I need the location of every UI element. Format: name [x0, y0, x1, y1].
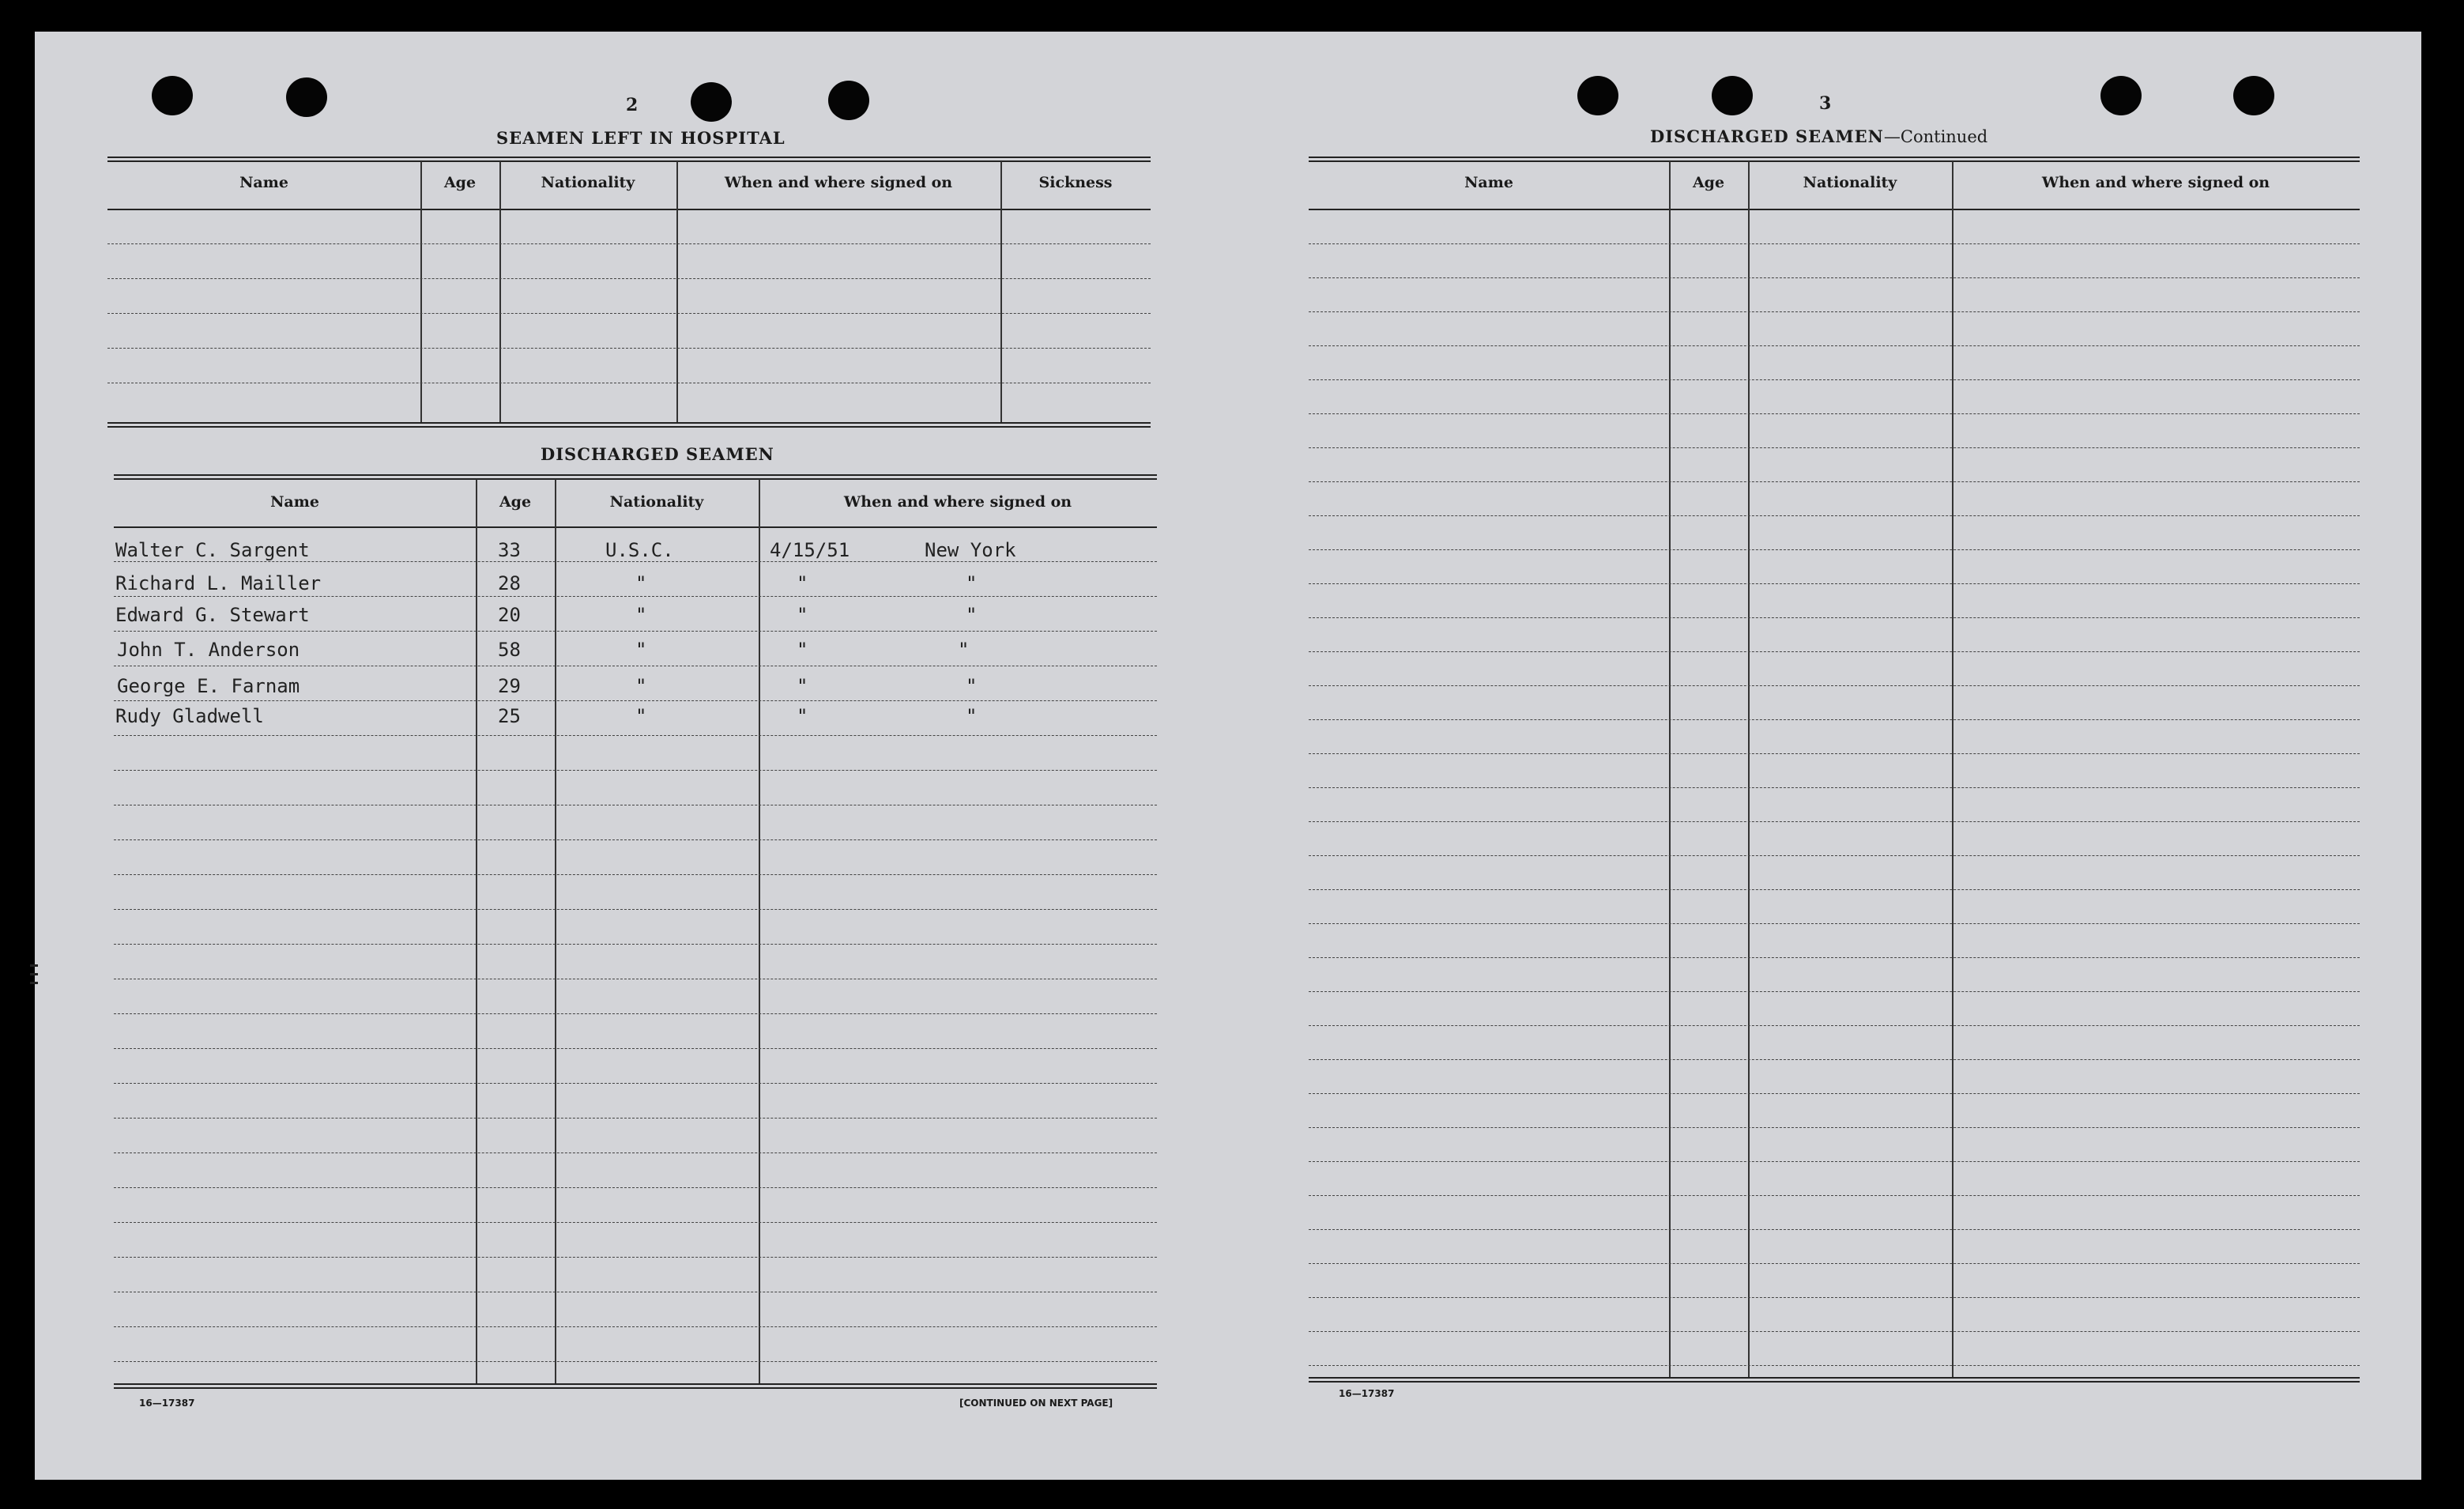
seaman-name: John T. Anderson	[117, 639, 300, 661]
discharged-table	[114, 474, 1157, 1423]
hospital-table	[107, 157, 1151, 455]
discharged-continued-title-main: DISCHARGED SEAMEN	[1650, 126, 1884, 146]
signed-on-place: "	[966, 572, 978, 594]
column-header-age: Age	[1692, 174, 1725, 191]
discharged-section-title: DISCHARGED SEAMEN	[541, 444, 774, 464]
seaman-nationality: U.S.C.	[605, 539, 674, 561]
punch-hole	[828, 81, 869, 120]
discharged-continued-table	[1309, 157, 2360, 1421]
page-number-right: 3	[1819, 93, 1832, 114]
column-header-sickness: Sickness	[1038, 174, 1113, 191]
punch-hole	[286, 77, 327, 117]
signed-on-place: New York	[925, 539, 1016, 561]
column-header-nationality: Nationality	[541, 174, 635, 191]
seaman-name: George E. Farnam	[117, 675, 300, 697]
seaman-age: 33	[498, 539, 521, 561]
seaman-age: 20	[498, 604, 521, 626]
seaman-age: 58	[498, 639, 521, 661]
column-header-signed-on: When and where signed on	[843, 493, 1072, 511]
form-code-right: 16—17387	[1339, 1388, 1395, 1399]
signed-on-date: "	[797, 705, 808, 727]
continued-note: [CONTINUED ON NEXT PAGE]	[959, 1398, 1113, 1409]
column-header-age: Age	[443, 174, 477, 191]
page-number-left: 2	[626, 95, 639, 115]
seaman-name: Rudy Gladwell	[115, 705, 264, 727]
seaman-age: 29	[498, 675, 521, 697]
punch-hole	[2100, 76, 2142, 115]
column-header-signed-on: When and where signed on	[2041, 174, 2270, 191]
column-header-age: Age	[499, 493, 532, 511]
discharged-continued-title	[1650, 126, 1987, 146]
punch-hole	[1712, 76, 1753, 115]
punch-hole	[152, 76, 193, 115]
signed-on-date: "	[797, 639, 808, 661]
seaman-nationality: "	[635, 572, 647, 594]
column-header-signed-on: When and where signed on	[724, 174, 953, 191]
signed-on-place: "	[958, 639, 970, 661]
edge-tick-marks	[30, 964, 38, 990]
signed-on-date: "	[797, 604, 808, 626]
punch-hole	[1577, 76, 1618, 115]
seaman-name: Edward G. Stewart	[115, 604, 310, 626]
seaman-nationality: "	[635, 604, 647, 626]
seaman-nationality: "	[635, 705, 647, 727]
seaman-age: 28	[498, 572, 521, 594]
seaman-nationality: "	[635, 639, 647, 661]
ledger-paper	[35, 32, 2421, 1480]
signed-on-date: "	[797, 675, 808, 697]
seaman-name: Walter C. Sargent	[115, 539, 310, 561]
signed-on-place: "	[966, 705, 978, 727]
signed-on-place: "	[966, 604, 978, 626]
seaman-age: 25	[498, 705, 521, 727]
hospital-section-title: SEAMEN LEFT IN HOSPITAL	[496, 128, 786, 148]
signed-on-date: 4/15/51	[770, 539, 850, 561]
column-header-nationality: Nationality	[1803, 174, 1897, 191]
discharged-continued-title-suffix: —Continued	[1883, 127, 1988, 146]
punch-hole	[2233, 76, 2274, 115]
form-code-left: 16—17387	[139, 1398, 195, 1409]
punch-hole	[691, 82, 732, 122]
seaman-nationality: "	[635, 675, 647, 697]
column-header-nationality: Nationality	[609, 493, 704, 511]
column-header-name: Name	[239, 174, 288, 191]
column-header-name: Name	[1464, 174, 1513, 191]
seaman-name: Richard L. Mailler	[115, 572, 322, 594]
signed-on-date: "	[797, 572, 808, 594]
signed-on-place: "	[966, 675, 978, 697]
column-header-name: Name	[270, 493, 319, 511]
